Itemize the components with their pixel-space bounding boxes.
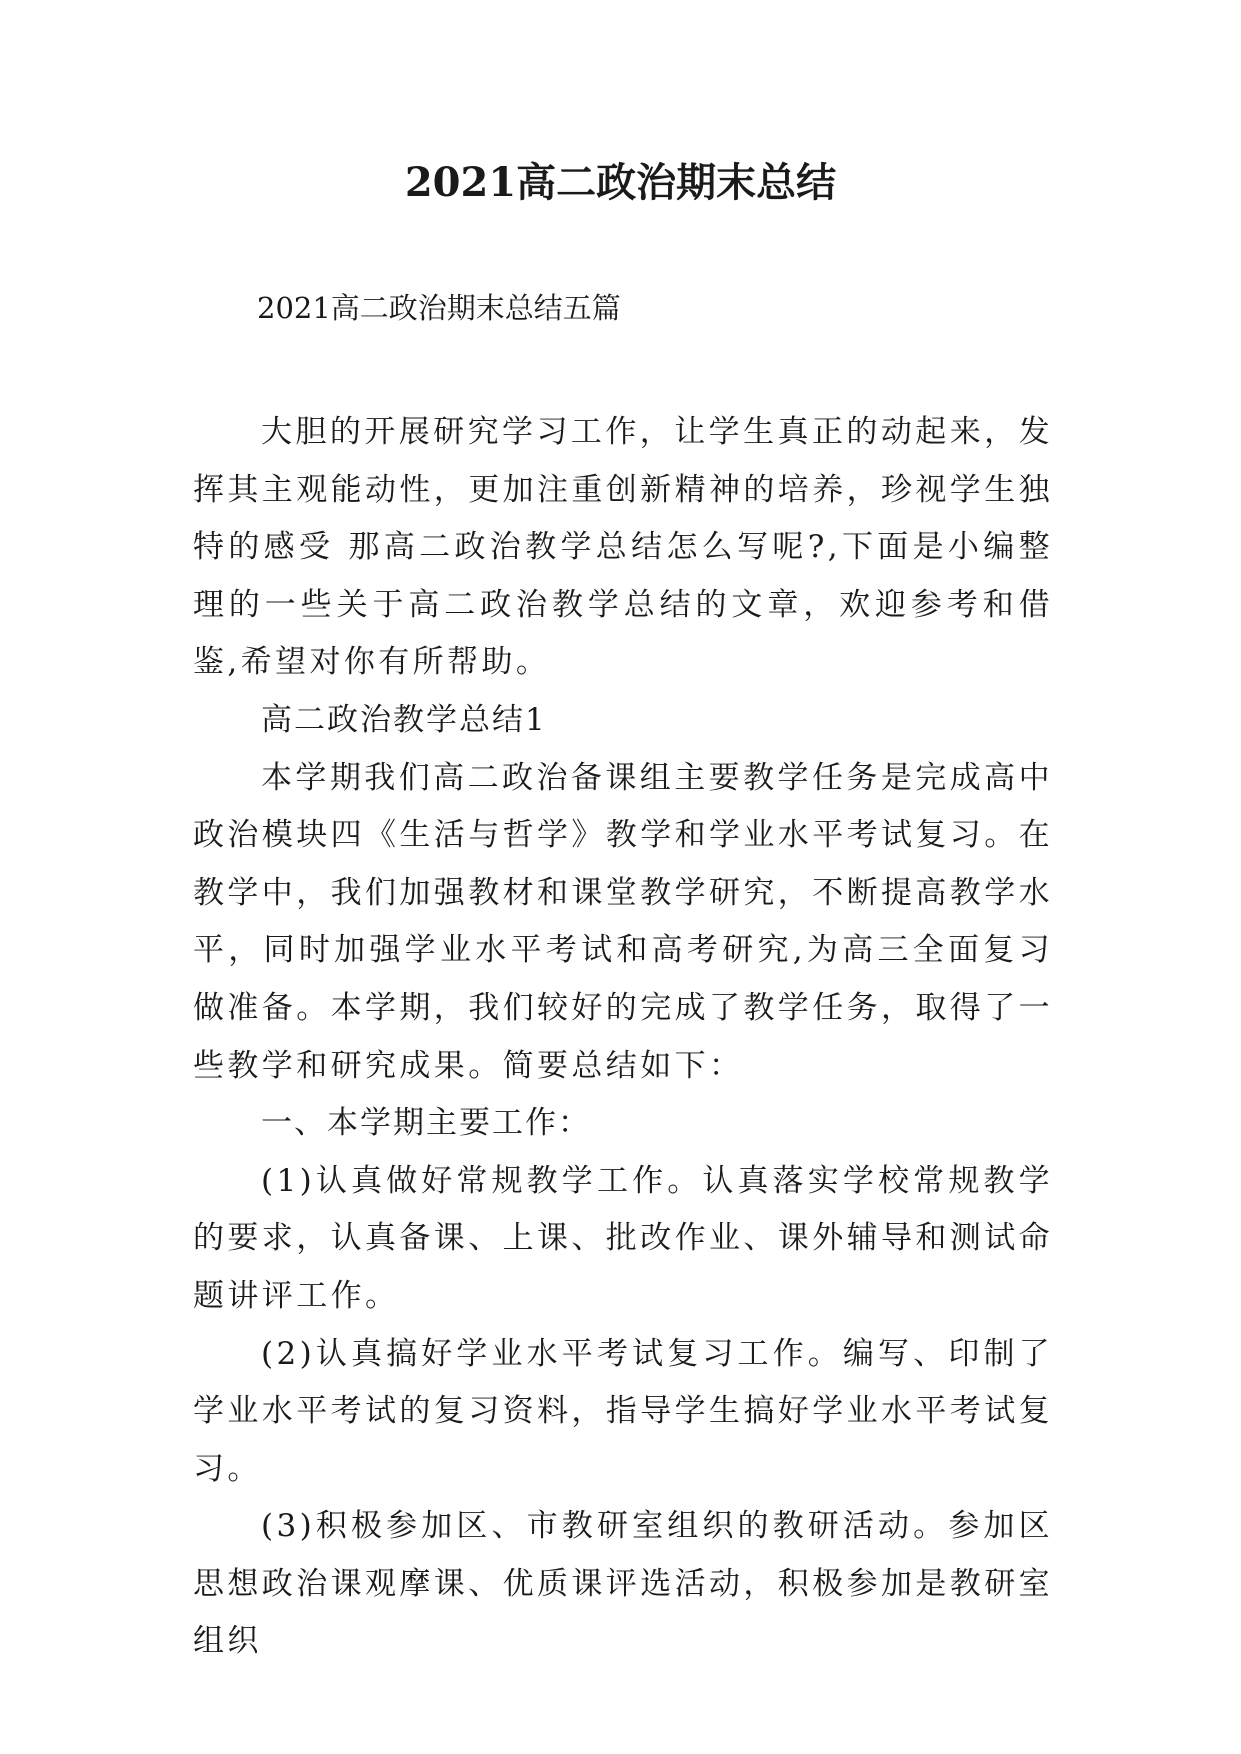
intro-paragraph: 大胆的开展研究学习工作，让学生真正的动起来，发挥其主观能动性，更加注重创新精神的培养，珍视学生独特的感受 那高二政治教学总结怎么写呢?,下面是小编整理的一些关于高二政治教学总结的文章，欢迎参考和借鉴,希望对你有所帮助。 [193,414,1053,681]
document-subtitle: 2021高二政治期末总结五篇 [257,291,621,325]
list-paragraph: (2)认真搞好学业水平考试复习工作。编写、印制了学业水平考试的复习资料，指导学生搞好学业水平考试复习。 [193,1335,1053,1487]
section-heading: 高二政治教学总结1 [261,701,547,738]
body-paragraph: 本学期我们高二政治备课组主要教学任务是完成高中政治模块四《生活与哲学》教学和学业水平考试复习。在教学中，我们加强教材和课堂教学研究，不断提高教学水平，同时加强学业水平考试和高考研究,为高三全面复习做准备。本学期，我们较好的完成了教学任务，取得了一些教学和研究成果。简要总结如下： [193,759,1053,1084]
list-paragraph: (3)积极参加区、市教研室组织的教研活动。参加区思想政治课观摩课、优质课评选活动，积极参加是教研室组织 [193,1508,1053,1660]
list-paragraph: (1)认真做好常规教学工作。认真落实学校常规教学的要求，认真备课、上课、批改作业、课外辅导和测试命题讲评工作。 [193,1162,1053,1314]
document-title: 2021高二政治期末总结 [404,159,837,206]
document-body [193,404,1053,1671]
section-heading: 一、本学期主要工作： [261,1105,591,1142]
